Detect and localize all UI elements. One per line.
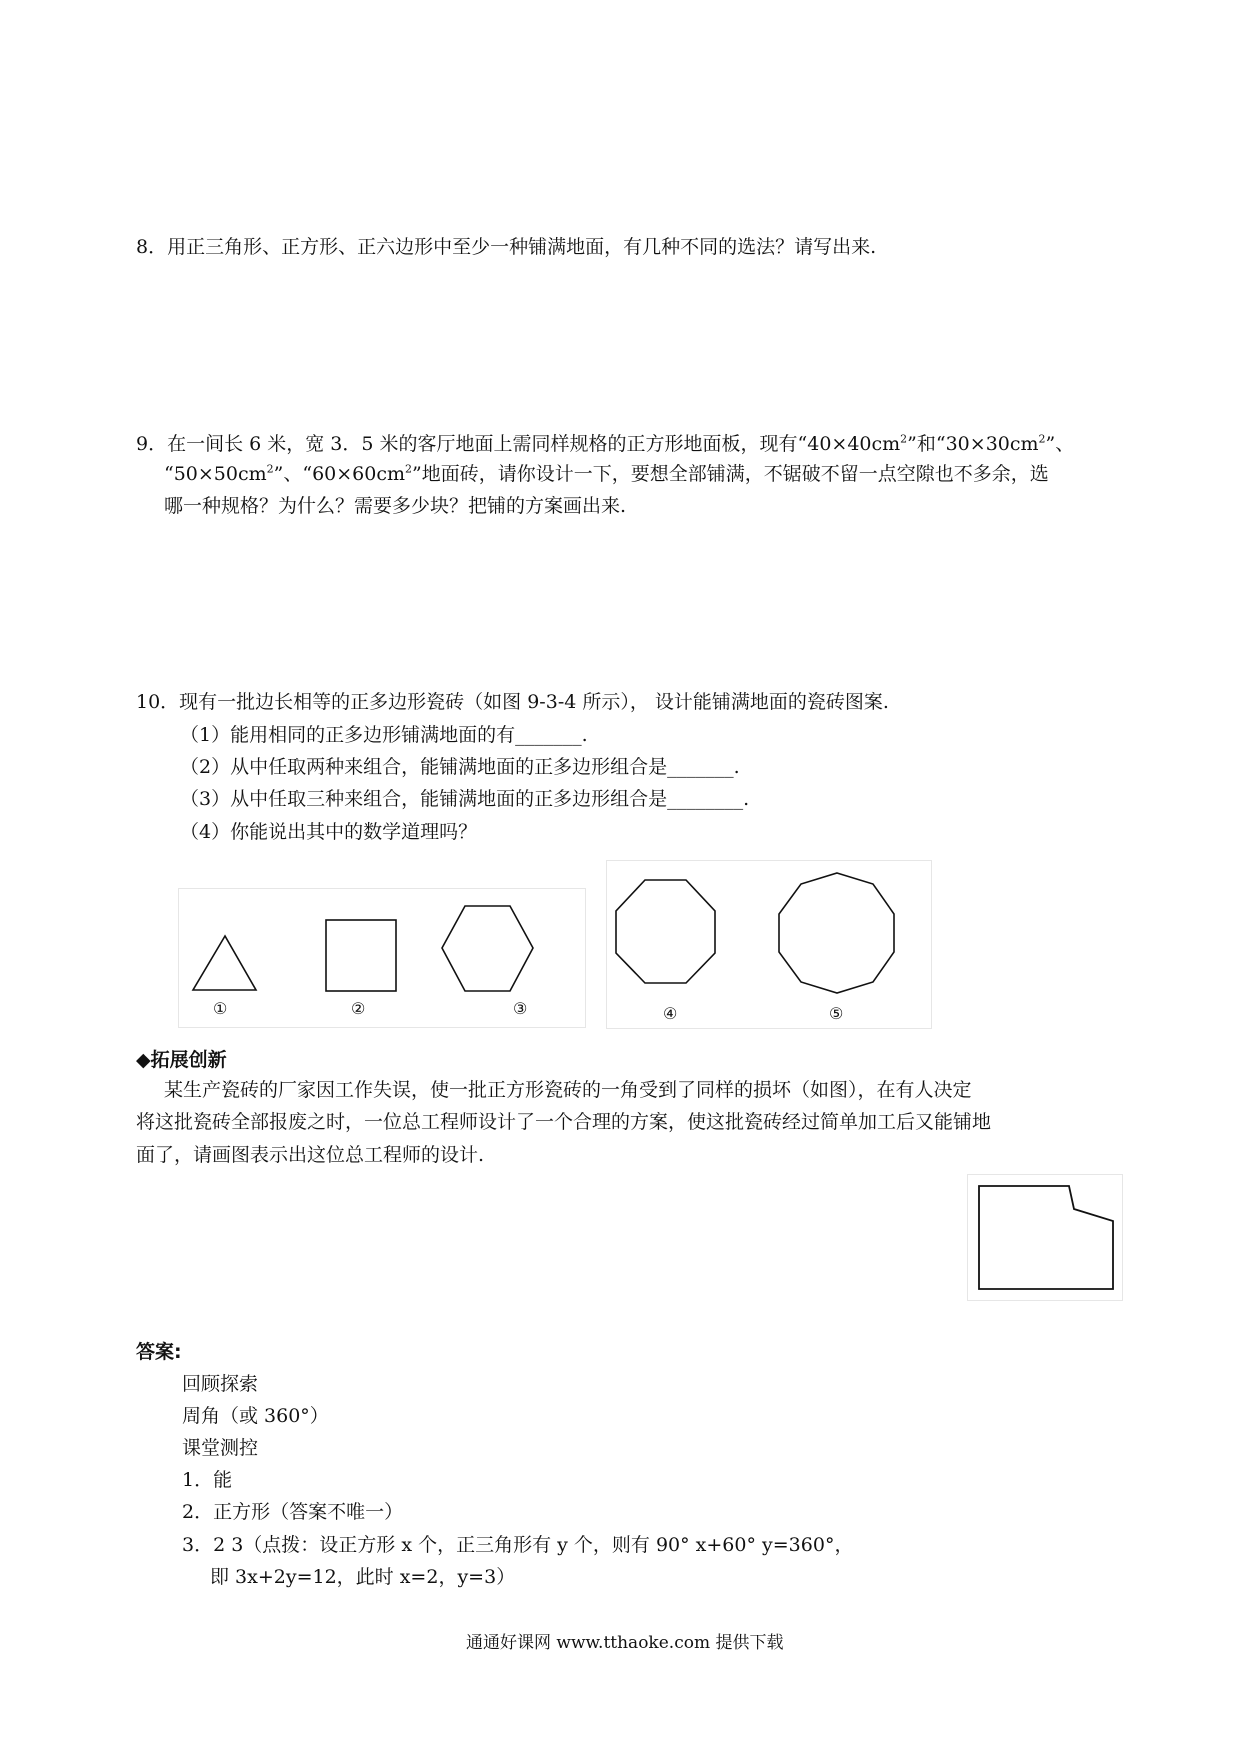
figure-label-5: ⑤ — [829, 1004, 844, 1023]
question-10-stem: 10．现有一批边长相等的正多边形瓷砖（如图 9-3-4 所示）， 设计能铺满地面的瓷砖图案. — [136, 691, 889, 713]
superscript-2: 2 — [1038, 432, 1046, 446]
extension-line-2: 将这批瓷砖全部报废之时，一位总工程师设计了一个合理的方案，使这批瓷砖经过简单加工后又能铺地 — [136, 1111, 992, 1133]
extension-line-3: 面了，请画图表示出这位总工程师的设计. — [136, 1144, 485, 1166]
damaged-tile-shape — [979, 1186, 1113, 1289]
answer-line-7: 即 3x+2y=12，此时 x=2，y=3） — [210, 1566, 516, 1588]
question-9-line-3: 哪一种规格？为什么？需要多少块？把铺的方案画出来. — [164, 495, 627, 517]
answer-line-3: 课堂测控 — [182, 1437, 259, 1459]
figure-label-3: ③ — [513, 999, 528, 1018]
question-10-part-3: （3）从中任取三种来组合，能铺满地面的正多边形组合是________. — [180, 788, 750, 810]
polygon-figure-left — [178, 888, 586, 1028]
answer-line-2: 周角（或 360°） — [182, 1405, 329, 1427]
damaged-tile-drawing — [968, 1175, 1122, 1300]
extension-line-1: 某生产瓷砖的厂家因工作失误，使一批正方形瓷砖的一角受到了同样的损坏（如图），在有人决定 — [164, 1079, 972, 1101]
figure-label-2: ② — [351, 999, 366, 1018]
answer-line-5: 2．正方形（答案不唯一） — [182, 1501, 404, 1523]
figure-label-4: ④ — [663, 1004, 678, 1023]
question-9-line-1 — [136, 430, 1074, 458]
extension-heading: ◆拓展创新 — [136, 1049, 227, 1071]
superscript-2: 2 — [405, 462, 413, 476]
superscript-2: 2 — [900, 432, 908, 446]
answer-line-6: 3．2 3（点拨：设正方形 x 个，正三角形有 y 个，则有 90° x+60° y=360°， — [182, 1534, 854, 1556]
question-8: 8．用正三角形、正方形、正六边形中至少一种铺满地面，有几种不同的选法？请写出来. — [136, 236, 877, 258]
q9-line2-b: ”、“60×60cm — [273, 463, 406, 485]
hexagon-shape — [442, 906, 533, 991]
q9-line1-pre: 9．在一间长 6 米，宽 3．5 米的客厅地面上需同样规格的正方形地面板，现有“40×40cm — [136, 433, 901, 455]
triangle-shape — [193, 936, 256, 990]
q9-line2-c: ”地面砖，请你设计一下，要想全部铺满，不锯破不留一点空隙也不多余，选 — [412, 463, 1049, 485]
q9-line1-post: ”、 — [1045, 433, 1075, 455]
polygon-figure-right — [606, 860, 932, 1029]
q9-line1-mid: ”和“30×30cm — [907, 433, 1039, 455]
answer-line-4: 1．能 — [182, 1469, 233, 1491]
question-10-part-4: （4）你能说出其中的数学道理吗？ — [180, 821, 478, 843]
question-10-part-2: （2）从中任取两种来组合，能铺满地面的正多边形组合是_______. — [180, 756, 740, 778]
answer-line-1: 回顾探索 — [182, 1373, 259, 1395]
question-10-part-1: （1）能用相同的正多边形铺满地面的有_______. — [180, 724, 588, 746]
octagon-shape — [616, 880, 715, 983]
figure-label-1: ① — [213, 999, 228, 1018]
question-9-line-2 — [164, 460, 1049, 488]
square-shape — [326, 920, 396, 991]
polygon-figure-right-drawing — [607, 861, 931, 1028]
answers-heading: 答案: — [136, 1341, 182, 1363]
damaged-tile-figure — [967, 1174, 1123, 1301]
decagon-shape — [779, 873, 894, 993]
footer-credit: 通通好课网 www.tthaoke.com 提供下载 — [466, 1633, 784, 1653]
q9-line2-a: “50×50cm — [164, 463, 267, 485]
superscript-2: 2 — [266, 462, 274, 476]
